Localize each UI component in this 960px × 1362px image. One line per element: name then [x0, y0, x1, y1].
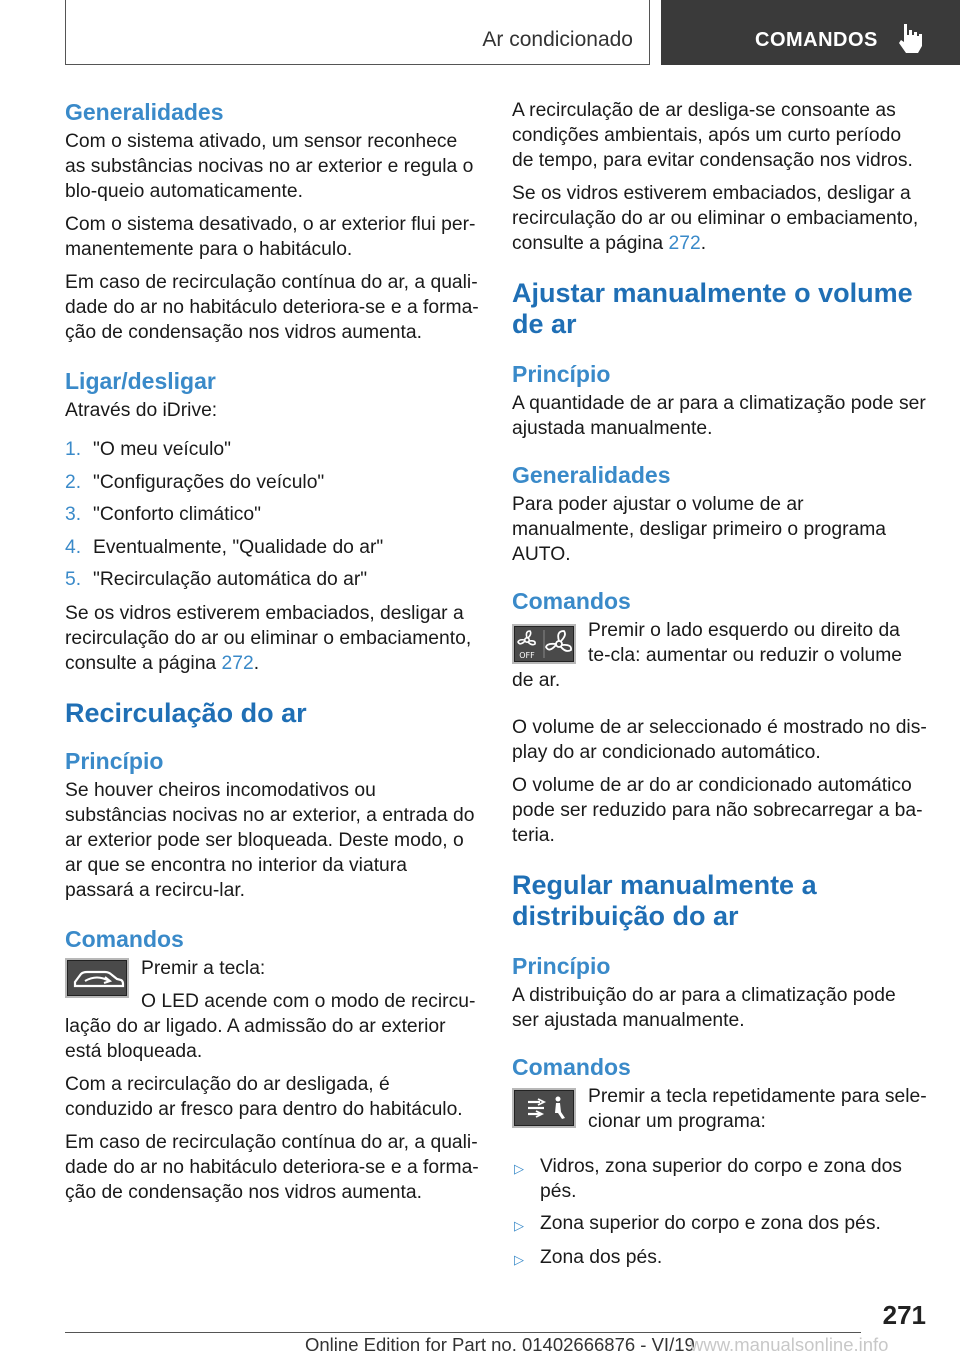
heading-distribuicao: Regular manualmente a distribuição do ar	[512, 870, 817, 931]
recirculation-button[interactable]	[65, 958, 129, 998]
left-column	[65, 98, 479, 1213]
list-item	[512, 1245, 927, 1272]
paragraph: Premir o lado esquerdo ou direito da te-cla: aumentar ou reduzir o volume de ar.	[512, 620, 903, 691]
paragraph	[65, 601, 479, 676]
step-number: 1.	[65, 439, 82, 460]
paragraph-text: Se os vidros estiverem embaciados, desligar a recirculação do ar ou eliminar o embaciamento, consulte a página	[512, 183, 919, 254]
page-reference-link[interactable]: 272	[668, 233, 701, 254]
header-chapter-tab	[661, 0, 960, 65]
paragraph-text: .	[700, 233, 707, 254]
list-item	[65, 535, 479, 568]
air-distribution-control	[512, 1084, 927, 1142]
list-item-text: Zona dos pés.	[540, 1247, 663, 1268]
fan-off-icon	[514, 626, 574, 662]
step-number: 5.	[65, 569, 82, 590]
paragraph: Em caso de recirculação contínua do ar, a quali-dade do ar no habitáculo deteriora-se e a forma-ção de condensação nos vidros aumenta.	[65, 1132, 479, 1203]
list-item	[512, 1211, 927, 1238]
air-volume-rocker-button[interactable]	[512, 624, 576, 664]
paragraph: Para poder ajustar o volume de ar manualmente, desligar primeiro o programa AUTO.	[512, 494, 887, 565]
paragraph: Com o sistema desativado, o ar exterior flui per-manentemente para o habitáculo.	[65, 214, 476, 260]
heading-comandos: Comandos	[512, 588, 631, 614]
list-item	[65, 502, 479, 535]
heading-ajustar-volume: Ajustar manualmente o volume de ar	[512, 278, 913, 339]
step-text: "O meu veículo"	[93, 439, 232, 460]
step-text: "Recirculação automática do ar"	[93, 569, 368, 590]
heading-comandos: Comandos	[512, 1054, 631, 1080]
heading-generalidades: Generalidades	[65, 99, 224, 125]
paragraph: Com o sistema ativado, um sensor reconhece as substâncias nocivas no ar exterior e regula o blo-queio automaticamente.	[65, 131, 474, 202]
heading-generalidades: Generalidades	[512, 462, 671, 488]
idrive-steps-list	[65, 437, 479, 595]
triangle-bullet-icon: ▷	[514, 1161, 524, 1176]
hand-pointer-icon	[897, 22, 923, 54]
list-item	[65, 437, 479, 470]
page-header	[0, 0, 960, 66]
step-number: 4.	[65, 536, 82, 558]
paragraph: A recirculação de ar desliga-se consoante as condições ambientais, após um curto período de tempo, para evitar condensação nos vidros.	[512, 100, 913, 171]
list-item	[65, 470, 479, 503]
recirculation-control	[65, 956, 479, 1064]
step-text: "Conforto climático"	[93, 504, 261, 525]
paragraph-text: Se os vidros estiverem embaciados, desligar a recirculação do ar ou eliminar o embaciamento, consulte a página	[65, 603, 472, 674]
list-item	[65, 567, 479, 595]
header-chapter-label: COMANDOS	[755, 29, 878, 51]
right-column	[512, 98, 927, 1279]
header-section-title: Ar condicionado	[482, 28, 633, 51]
footer-edition: Online Edition for Part no. 01402666876 - VI/19	[305, 1334, 695, 1355]
heading-comandos: Comandos	[65, 926, 184, 952]
recirculation-icon	[67, 960, 127, 996]
header-section-box	[65, 0, 650, 65]
distribution-programs-list	[512, 1154, 927, 1272]
heading-ligar-desligar: Ligar/desligar	[65, 368, 216, 394]
paragraph: Se houver cheiros incomodativos ou substâncias nocivas no ar exterior, a entrada do ar exterior pode ser bloqueada. Deste modo, o ar que se encontra no interior da viatura passará a recircu-lar.	[65, 780, 475, 901]
step-text: Eventualmente, "Qualidade do ar"	[93, 536, 384, 558]
paragraph: O volume de ar seleccionado é mostrado no dis-play do ar condicionado automático.	[512, 717, 927, 763]
heading-principio: Princípio	[512, 361, 611, 387]
step-number: 3.	[65, 504, 82, 525]
paragraph: Em caso de recirculação contínua do ar, a quali-dade do ar no habitáculo deteriora-se e a forma-ção de condensação nos vidros aumenta.	[65, 272, 479, 343]
paragraph: A distribuição do ar para a climatização pode ser ajustada manualmente.	[512, 985, 896, 1031]
air-distribution-button[interactable]	[512, 1088, 576, 1128]
paragraph: O LED acende com o modo de recircu-lação do ar ligado. A admissão do ar exterior está bloqueada.	[65, 991, 476, 1062]
paragraph: O volume de ar do ar condicionado automático pode ser reduzido para não sobrecarregar a ba-teria.	[512, 775, 923, 846]
footer-divider	[65, 1332, 861, 1333]
list-item-text: Vidros, zona superior do corpo e zona dos pés.	[540, 1156, 902, 1202]
paragraph: Através do iDrive:	[65, 400, 218, 421]
paragraph-text: .	[253, 653, 260, 674]
air-distribution-icon	[514, 1090, 574, 1126]
air-volume-control	[512, 618, 927, 701]
paragraph: A quantidade de ar para a climatização pode ser ajustada manualmente.	[512, 393, 926, 439]
step-text: "Configurações do veículo"	[93, 471, 325, 493]
heading-principio: Princípio	[512, 953, 611, 979]
step-number: 2.	[65, 471, 82, 493]
paragraph: Premir a tecla:	[141, 958, 266, 979]
triangle-bullet-icon: ▷	[514, 1252, 524, 1267]
paragraph: Com a recirculação do ar desligada, é conduzido ar fresco para dentro do habitáculo.	[65, 1074, 463, 1120]
list-item-text: Zona superior do corpo e zona dos pés.	[540, 1213, 881, 1234]
page-number: 271	[882, 1300, 926, 1330]
heading-recirculacao: Recirculação do ar	[65, 698, 307, 728]
list-item	[512, 1154, 927, 1204]
paragraph: Premir a tecla repetidamente para sele-cionar um programa:	[588, 1086, 927, 1132]
footer-watermark: www.manualsonline.info	[690, 1334, 889, 1355]
fan-off-label: OFF	[519, 651, 535, 660]
paragraph	[512, 181, 927, 256]
heading-principio: Princípio	[65, 748, 164, 774]
page-reference-link[interactable]: 272	[221, 653, 254, 674]
triangle-bullet-icon: ▷	[514, 1218, 524, 1233]
